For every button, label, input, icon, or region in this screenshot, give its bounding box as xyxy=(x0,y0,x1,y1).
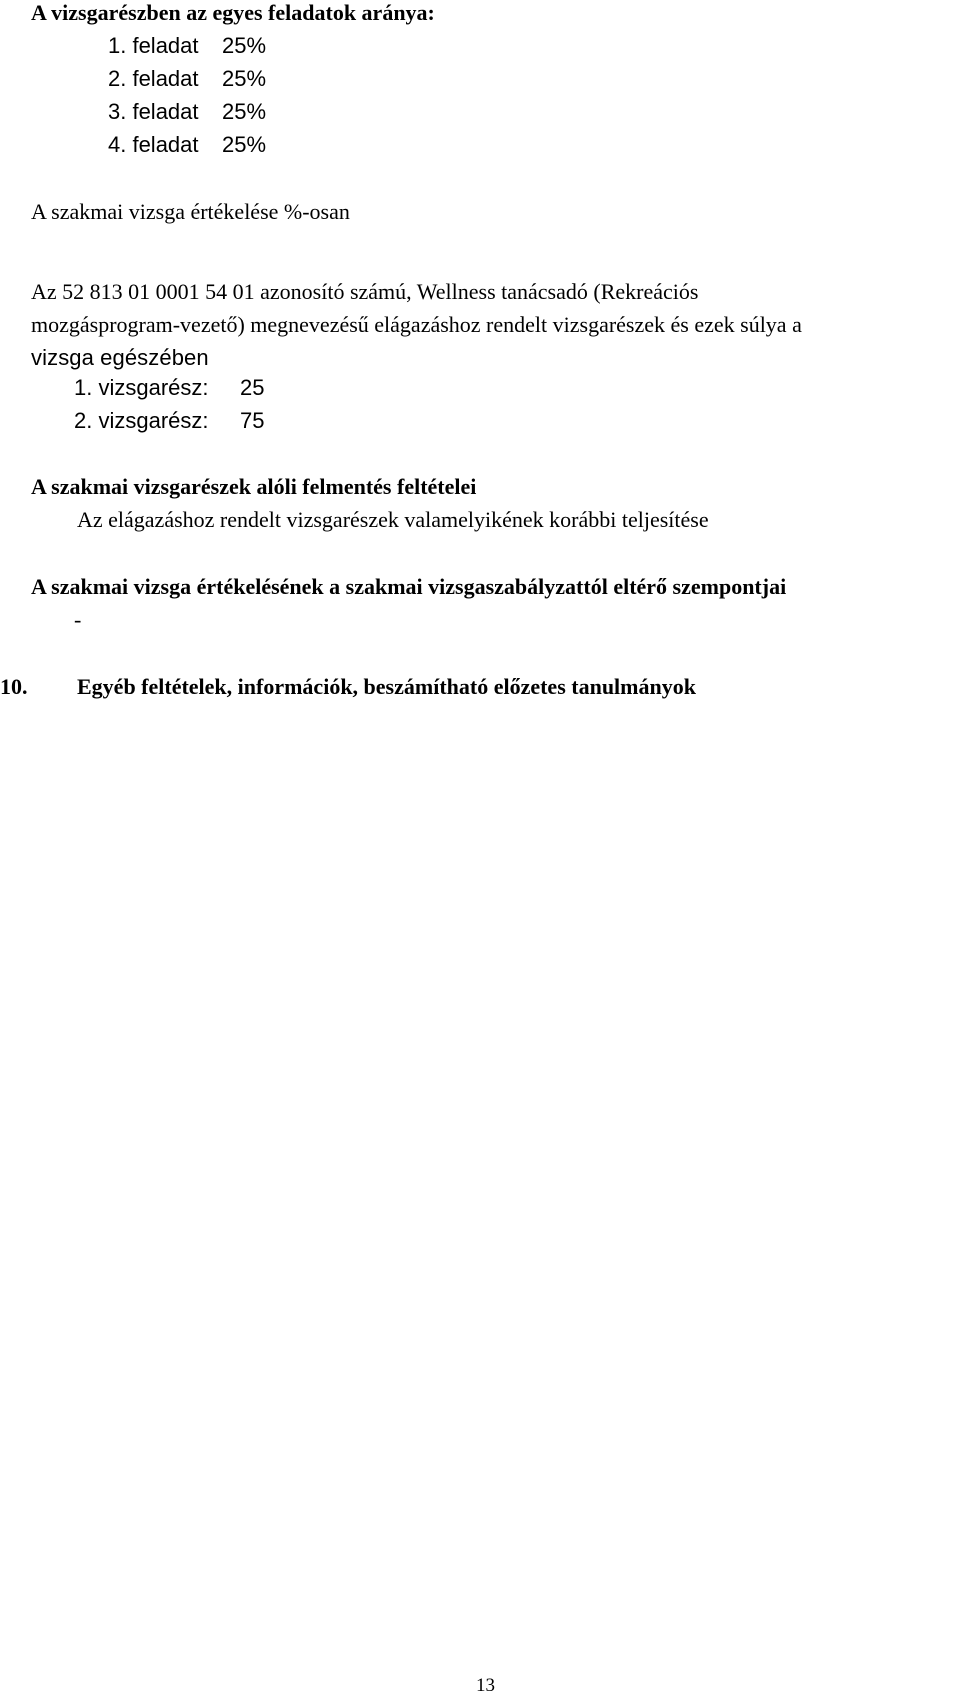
paragraph-line: Az 52 813 01 0001 54 01 azonosító számú, Wellness tanácsadó (Rekreációs xyxy=(31,279,699,304)
task-value: 25% xyxy=(222,33,267,58)
task-label: 2. feladat xyxy=(108,66,199,91)
exam-part-value: 75 xyxy=(240,408,265,433)
exam-part-label: 2. vizsgarész: xyxy=(74,408,209,433)
paragraph-line: mozgásprogram-vezető) megnevezésű elágazáshoz rendelt vizsgarészek és ezek súlya a xyxy=(31,312,802,337)
task-value: 25% xyxy=(222,66,267,91)
task-value: 25% xyxy=(222,132,267,157)
task-value: 25% xyxy=(222,99,267,124)
task-row xyxy=(108,101,266,123)
exam-part-row xyxy=(74,410,264,432)
task-row xyxy=(108,35,266,57)
task-label: 1. feladat xyxy=(108,33,199,58)
exemption-heading: A szakmai vizsgarészek alóli felmentés feltételei xyxy=(31,474,477,499)
evaluation-heading: A szakmai vizsga értékelése %-osan xyxy=(31,199,350,224)
task-row xyxy=(108,68,266,90)
page-number: 13 xyxy=(476,1675,495,1696)
paragraph-line: vizsga egészében xyxy=(31,345,209,370)
evaluation-paragraph xyxy=(31,275,941,374)
task-label: 3. feladat xyxy=(108,99,199,124)
criteria-heading: A szakmai vizsga értékelésének a szakmai vizsgaszabályzattól eltérő szempontjai xyxy=(31,574,787,599)
exam-part-value: 25 xyxy=(240,375,265,400)
exam-ratio-heading: A vizsgarészben az egyes feladatok aránya: xyxy=(31,0,435,25)
task-row xyxy=(108,134,266,156)
criteria-text: - xyxy=(74,607,82,632)
task-label: 4. feladat xyxy=(108,132,199,157)
section-number: 10. xyxy=(0,674,28,699)
section-10-heading xyxy=(0,676,696,698)
exam-part-label: 1. vizsgarész: xyxy=(74,375,209,400)
exam-part-row xyxy=(74,377,264,399)
exemption-text: Az elágazáshoz rendelt vizsgarészek valamelyikének korábbi teljesítése xyxy=(77,507,709,532)
section-title: Egyéb feltételek, információk, beszámítható előzetes tanulmányok xyxy=(77,674,696,699)
